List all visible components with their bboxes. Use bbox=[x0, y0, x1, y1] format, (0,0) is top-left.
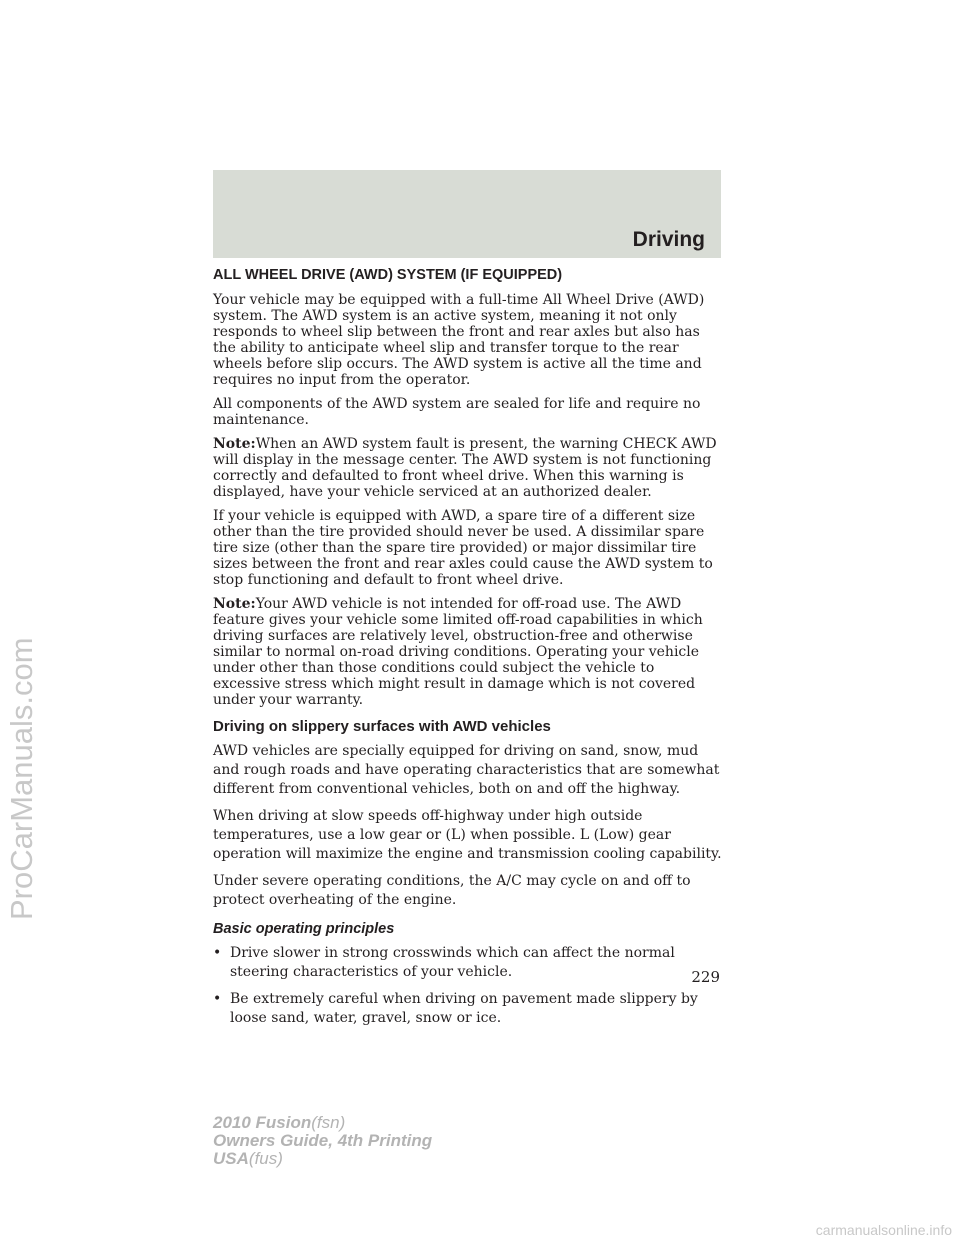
side-watermark: ProCarManuals.com bbox=[4, 637, 39, 920]
paragraph-slow-speeds: When driving at slow speeds off-highway under high outside temperatures, use a low gear or (L) when possible. L (Low) gear operation will maximize the engine and transmission cooling capability. bbox=[213, 808, 722, 862]
footer-model: 2010 Fusion bbox=[213, 1113, 312, 1132]
page-content bbox=[213, 267, 723, 1036]
note-label: Note: bbox=[213, 596, 256, 612]
paragraph-spare-tire: If your vehicle is equipped with AWD, a spare tire of a different size other than the tire provided should never be used. A dissimilar spare tire size (other than the spare tire provided) or major dissimilar tire sizes between the front and rear axles could cause the AWD system to stop functioning and default to front wheel drive. bbox=[213, 508, 713, 588]
footer-model-code: (fsn) bbox=[311, 1113, 346, 1132]
document-footer bbox=[213, 1114, 432, 1168]
bullet-icon: • bbox=[213, 991, 222, 1007]
footer-region: USA bbox=[213, 1149, 249, 1168]
bullet-icon: • bbox=[213, 945, 222, 961]
site-watermark: carmanualsonline.info bbox=[815, 1222, 952, 1238]
paragraph-awd-intro: Your vehicle may be equipped with a full-time All Wheel Drive (AWD) system. The AWD system is an active system, meaning it not only responds to wheel slip between the front and rear axles but also has the ability to anticipate wheel slip and transfer torque to the rear wheels before slip occurs. The AWD system is active all the time and requires no input from the operator. bbox=[213, 292, 705, 388]
subheading-basic-principles: Basic operating principles bbox=[213, 921, 395, 937]
note-text: When an AWD system fault is present, the warning CHECK AWD will display in the message center. The AWD system is not functioning correctly and defaulted to front wheel drive. When this warning is displayed, have your vehicle serviced at an authorized dealer. bbox=[213, 436, 717, 500]
paragraph-awd-equipped: AWD vehicles are specially equipped for driving on sand, snow, mud and rough roads and have operating characteristics that are somewhat different from conventional vehicles, both on and off the highway. bbox=[213, 743, 720, 797]
note-text: Your AWD vehicle is not intended for off-road use. The AWD feature gives your vehicle some limited off-road capabilities in which driving surfaces are relatively level, obstruction-free and otherwise similar to normal on-road driving conditions. Operating your vehicle under other than those conditions could subject the vehicle to excessive stress which might result in damage which is not covered under your warranty. bbox=[213, 596, 703, 708]
footer-guide: Owners Guide, 4th Printing bbox=[213, 1131, 433, 1150]
heading-awd-system: ALL WHEEL DRIVE (AWD) SYSTEM (IF EQUIPPED) bbox=[213, 267, 563, 283]
list-item: • Be extremely careful when driving on pavement made slippery by loose sand, water, gravel, snow or ice. bbox=[213, 991, 698, 1026]
note-off-road bbox=[213, 596, 723, 708]
principles-list bbox=[213, 944, 723, 1028]
footer-region-code: (fus) bbox=[248, 1149, 283, 1168]
subheading-slippery-surfaces: Driving on slippery surfaces with AWD vehicles bbox=[213, 718, 551, 735]
section-header bbox=[213, 170, 721, 258]
note-awd-fault bbox=[213, 436, 723, 500]
paragraph-awd-maintenance: All components of the AWD system are sealed for life and require no maintenance. bbox=[213, 396, 701, 428]
paragraph-ac-cycle: Under severe operating conditions, the A/C may cycle on and off to protect overheating of the engine. bbox=[213, 873, 691, 908]
note-label: Note: bbox=[213, 436, 256, 452]
page-number: 229 bbox=[691, 968, 720, 986]
list-item: • Drive slower in strong crosswinds which can affect the normal steering characteristics of your vehicle. bbox=[213, 945, 675, 980]
section-title: Driving bbox=[632, 228, 705, 251]
